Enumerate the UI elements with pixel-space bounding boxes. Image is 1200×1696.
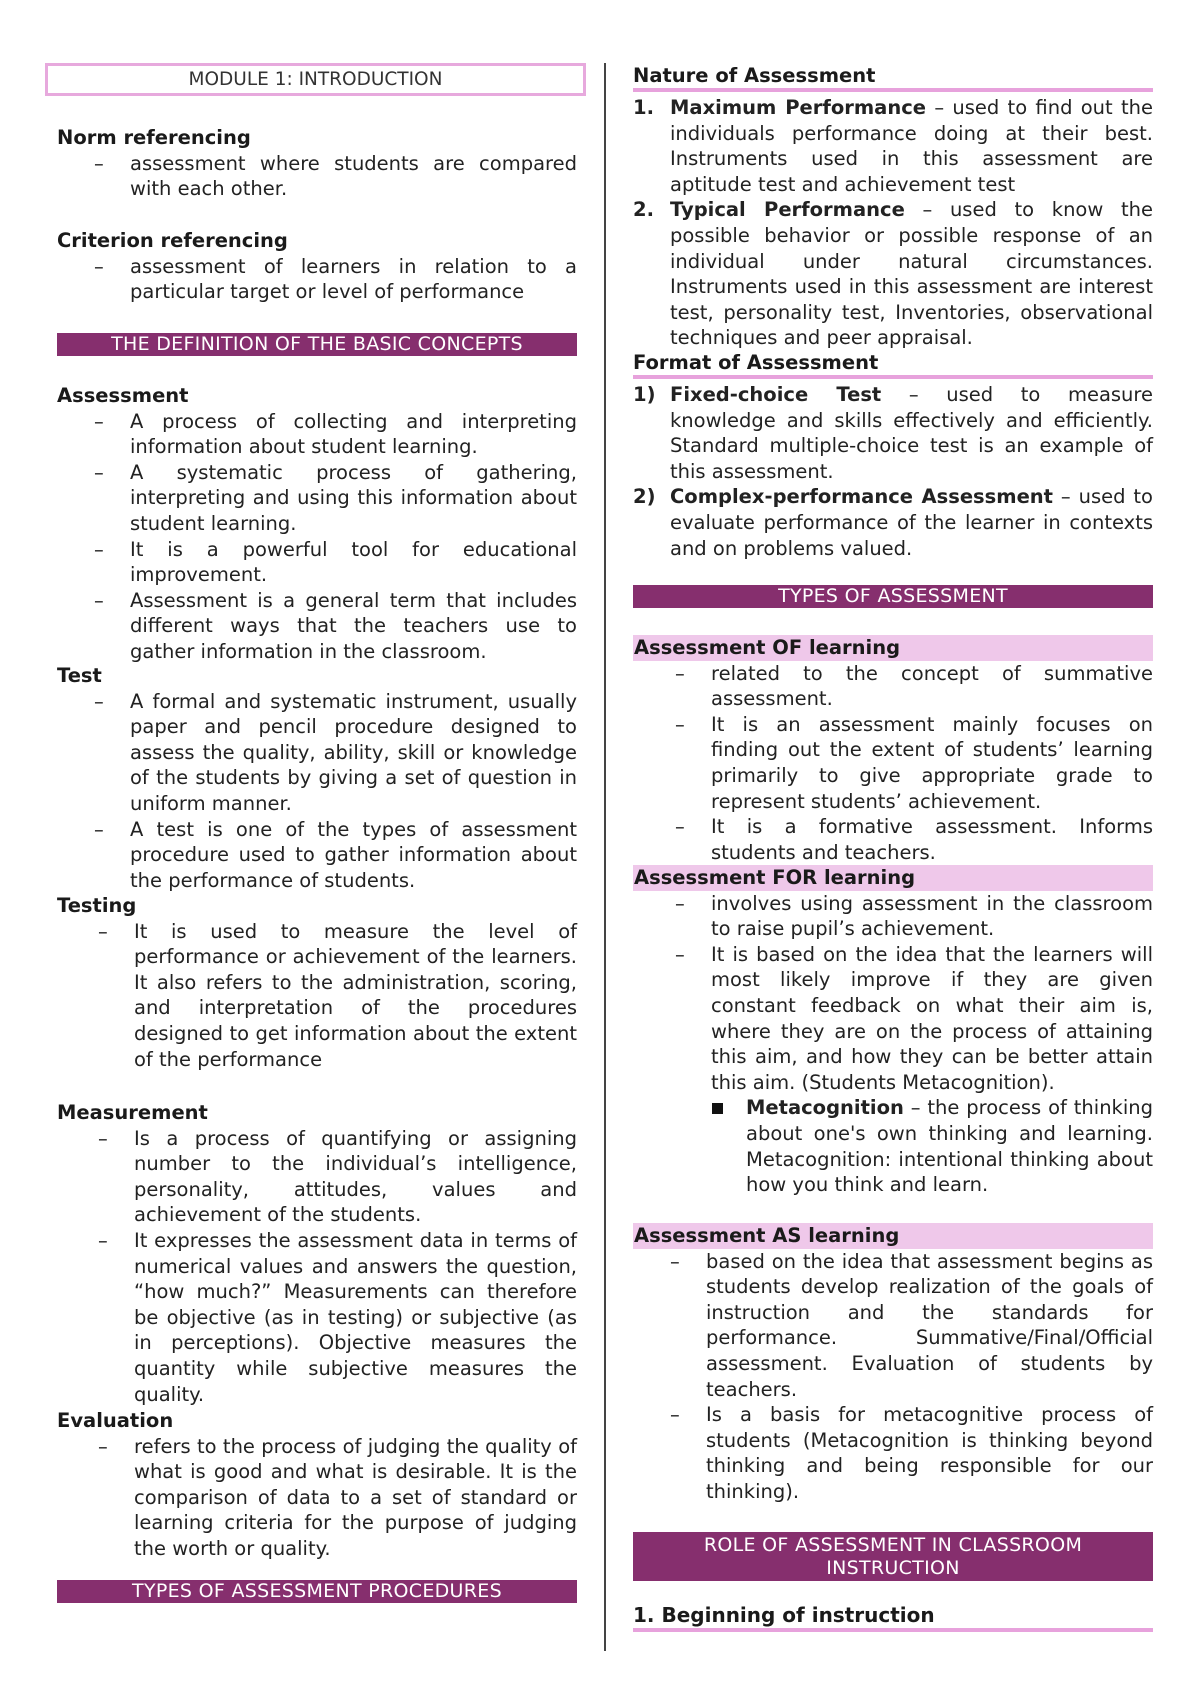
dash-mark: –: [670, 1403, 680, 1427]
list-item: [670, 1402, 1153, 1504]
list-item: [94, 254, 577, 305]
item-number: 1.: [633, 96, 654, 119]
dash-mark: –: [98, 1126, 108, 1150]
for-learning-heading: Assessment FOR learning: [633, 865, 1153, 891]
list-item: [94, 588, 577, 665]
item-text: Is a process of quantifying or assigning number to the individual’s intelligence, personality, attitudes, values and achievement of the students.: [134, 1126, 577, 1227]
nature-heading: Nature of Assessment: [633, 63, 1153, 92]
test-heading: Test: [57, 664, 102, 687]
list-item: [94, 817, 577, 894]
list-item: [94, 689, 577, 817]
list-item: [675, 712, 1153, 814]
item-text: Assessment is a general term that includes different ways that the teachers use to gather information in the classroom.: [130, 588, 577, 663]
item-text: – used to evaluate performance of the learner in contexts and on problems valued.: [670, 485, 1153, 560]
item-number: 2.: [633, 198, 654, 222]
list-item: [98, 1228, 577, 1407]
dash-mark: –: [675, 661, 685, 685]
dash-mark: –: [94, 689, 104, 713]
item-text: related to the concept of summative assessment.: [711, 661, 1153, 711]
dash-mark: –: [98, 1228, 108, 1252]
role-banner-line1: ROLE OF ASSESSMENT IN CLASSROOM: [703, 1534, 1083, 1556]
role-banner: [633, 1532, 1153, 1581]
list-item: [633, 382, 1153, 484]
test-section: [57, 663, 577, 893]
item-text: A systematic process of gathering, interpreting and using this information about student learning.: [130, 460, 577, 535]
dash-mark: –: [94, 409, 104, 433]
testing-section: [57, 893, 577, 1072]
testing-heading: Testing: [57, 894, 137, 917]
dash-mark: –: [94, 460, 104, 484]
dash-mark: –: [670, 1249, 680, 1273]
evaluation-heading: Evaluation: [57, 1409, 174, 1432]
format-section: [633, 350, 1153, 561]
item-text: assessment of learners in relation to a particular target or level of performance: [130, 254, 577, 304]
item-text: – used to measure knowledge and skills effectively and efficiently. Standard multiple-choice test is an example of this assessment.: [670, 383, 1153, 483]
beginning-heading: 1. Beginning of instruction: [633, 1603, 1153, 1632]
item-text: based on the idea that assessment begins as students develop realization of the goals of instruction and the standards for performance. Summative/Final/Official assessment. Evaluation of students by teachers.: [706, 1249, 1153, 1401]
module-title: MODULE 1: INTRODUCTION: [45, 63, 586, 96]
nature-section: [633, 63, 1153, 351]
list-item: [675, 661, 1153, 712]
item-term: Complex-performance Assessment: [670, 485, 1054, 509]
list-item: [675, 814, 1153, 865]
criterion-heading: Criterion referencing: [57, 229, 288, 252]
of-learning-heading: Assessment OF learning: [633, 635, 1153, 661]
dash-mark: –: [675, 942, 685, 966]
list-item: [633, 197, 1153, 351]
list-item: [94, 151, 577, 202]
item-text: refers to the process of judging the quality of what is good and what is desirable. It is the comparison of data to a set of standard or learning criteria for the purpose of judging the worth or quality.: [134, 1434, 577, 1560]
assessment-heading: Assessment: [57, 384, 189, 407]
list-item: [633, 95, 1153, 197]
item-number: 2): [633, 485, 656, 509]
list-item: [94, 537, 577, 588]
item-term: Maximum Performance: [670, 96, 927, 119]
item-text: It is a powerful tool for educational improvement.: [130, 537, 577, 587]
format-heading: Format of Assessment: [633, 350, 1153, 379]
as-learning-heading: Assessment AS learning: [633, 1223, 1153, 1249]
measurement-section: [57, 1100, 577, 1407]
dash-mark: –: [98, 919, 108, 943]
list-item: [670, 1249, 1153, 1403]
item-text: Is a basis for metacognitive process of students (Metacognition is thinking beyond thinking and being responsible for our thinking).: [706, 1403, 1153, 1503]
item-term: Fixed-choice Test: [670, 383, 882, 406]
for-learning-section: [633, 865, 1153, 1198]
metacognition-bullet: [710, 1095, 1153, 1197]
item-text: A formal and systematic instrument, usually paper and pencil procedure designed to assess the quality, ability, skill or knowledge of the students by giving a set of question in uniform manner.: [130, 689, 577, 815]
item-text: involves using assessment in the classroom to raise pupil’s achievement.: [711, 891, 1153, 941]
item-number: 1): [633, 383, 656, 406]
item-term: Typical Performance: [670, 198, 905, 222]
item-text: A process of collecting and interpreting information about student learning.: [130, 409, 577, 459]
dash-mark: –: [675, 891, 685, 915]
item-text: – the process of thinking about one's own thinking and learning. Metacognition: intentional thinking about how you think and learn.: [746, 1096, 1153, 1197]
measurement-heading: Measurement: [57, 1101, 208, 1124]
norm-heading: Norm referencing: [57, 126, 251, 149]
item-text: It is a formative assessment. Informs students and teachers.: [711, 815, 1153, 864]
types-banner: TYPES OF ASSESSMENT: [633, 585, 1153, 608]
dash-mark: –: [94, 254, 104, 278]
procedures-banner: TYPES OF ASSESSMENT PROCEDURES: [57, 1580, 577, 1603]
dash-mark: –: [98, 1434, 108, 1458]
of-learning-section: [633, 635, 1153, 865]
list-item: [98, 1434, 577, 1562]
column-divider: [604, 63, 606, 1651]
assessment-section: [57, 383, 577, 665]
square-bullet-icon: [712, 1103, 723, 1114]
item-text: It expresses the assessment data in terms of numerical values and answers the question, “how much?” Measurements can therefore be objective (as in testing) or subjective (as in perceptions). Objective measures the quantity while subjective measures the quality.: [134, 1228, 577, 1406]
list-item: [633, 484, 1153, 561]
dash-mark: –: [675, 712, 685, 736]
definition-banner: THE DEFINITION OF THE BASIC CONCEPTS: [57, 333, 577, 356]
item-text: – used to know the possible behavior or possible response of an individual under natural circumstances. Instruments used in this assessment are interest test, personality test, Inventories, observational techniques and peer appraisal.: [670, 198, 1154, 350]
item-text: It is an assessment mainly focuses on finding out the extent of students’ learning primarily to give appropriate grade to represent students’ achievement.: [711, 712, 1153, 813]
dash-mark: –: [94, 537, 104, 561]
list-item: [98, 1126, 577, 1228]
dash-mark: –: [94, 817, 104, 841]
norm-section: [57, 125, 577, 202]
dash-mark: –: [94, 151, 104, 175]
list-item: [94, 409, 577, 460]
criterion-section: [57, 228, 577, 305]
item-text: A test is one of the types of assessment procedure used to gather information about the performance of students.: [130, 817, 577, 892]
item-text: It is used to measure the level of performance or achievement of the learners. It also refers to the administration, scoring, and interpretation of the procedures designed to get information about the extent of the performance: [134, 919, 577, 1071]
as-learning-section: [633, 1223, 1153, 1505]
dash-mark: –: [94, 588, 104, 612]
item-text: assessment where students are compared with each other.: [130, 151, 577, 201]
list-item: [675, 942, 1153, 1096]
list-item: [94, 460, 577, 537]
item-text: – used to find out the individuals performance doing at their best. Instruments used in this assessment are aptitude test and achievement test: [670, 96, 1153, 196]
item-term: Metacognition: [746, 1096, 904, 1120]
evaluation-section: [57, 1408, 577, 1562]
list-item: [675, 891, 1153, 942]
list-item: [98, 919, 577, 1073]
dash-mark: –: [675, 815, 685, 839]
item-text: It is based on the idea that the learners will most likely improve if they are given constant feedback on what their aim is, where they are on the process of attaining this aim, and how they can be better attain this aim. (Students Metacognition).: [711, 942, 1153, 1094]
role-banner-line2: INSTRUCTION: [826, 1557, 960, 1579]
